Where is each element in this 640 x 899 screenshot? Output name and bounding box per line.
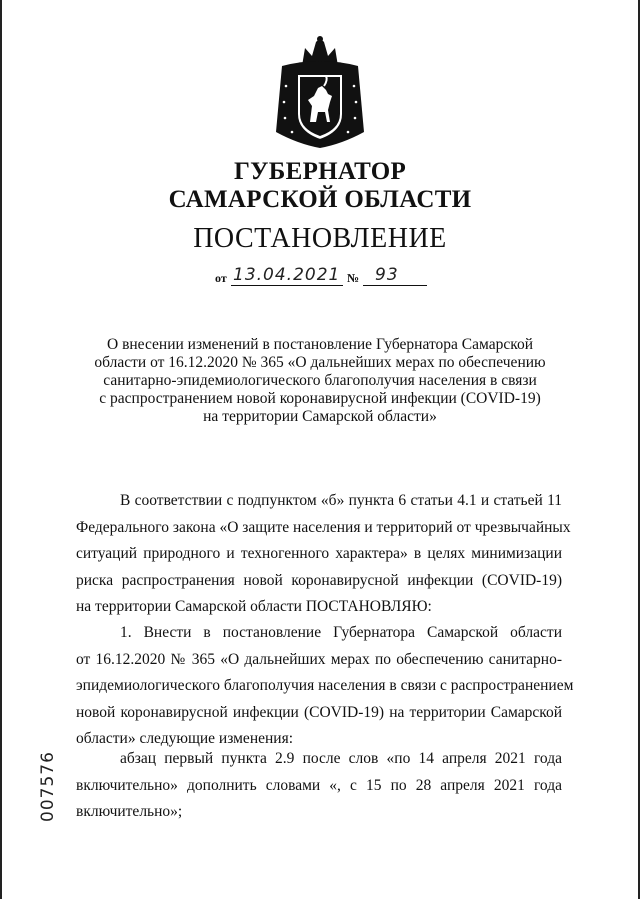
body-line: 1. Внести в постановление Губернатора Самарской области [120,624,562,641]
number-underline [363,285,427,286]
subject-line: О внесении изменений в постановление Губернатора Самарской [107,336,533,353]
body-line: от 16.12.2020 № 365 «О дальнейших мерах по обеспечению санитарно- [76,650,562,668]
subject-line: на территории Самарской области» [203,408,437,425]
number-value: 93 [375,265,399,285]
document-type: ПОСТАНОВЛЕНИЕ [193,223,447,254]
issuer-title-line2: САМАРСКОЙ ОБЛАСТИ [168,186,472,213]
body-line: Федерального закона «О защите населения и территорий от чрезвычайных [76,518,571,536]
body-item-1 [76,620,574,753]
subject-line: с распространением новой коронавирусной инфекции (COVID-19) [99,390,541,407]
serial-stamp: 007576 [38,751,58,822]
date-value: 13.04.2021 [233,265,341,285]
body-line: области» следующие изменения: [76,730,294,747]
body-line: новой коронавирусной инфекции (COVID-19) на территории Самарской [76,703,562,721]
body-line: В соответствии с подпунктом «б» пункта 6 статьи 4.1 и статьей 11 [120,492,562,509]
body-subitem-1 [76,746,562,826]
issuer-title-line1: ГУБЕРНАТОР [233,158,407,185]
document-subject [90,336,550,426]
body-line: включительно»; [76,803,183,820]
subject-line: области от 16.12.2020 № 365 «О дальнейших мерах по обеспечению [94,354,546,371]
subject-line: санитарно-эпидемиологического благополучия населения в связи [103,372,537,389]
body-line: ситуаций природного и техногенного характера» в целях минимизации [76,545,562,562]
date-label: от [215,271,227,285]
samara-coat-of-arms-icon [272,36,368,154]
scan-edge-left [0,0,2,899]
body-line: включительно» дополнить словами «, с 15 по 28 апреля 2021 года [76,776,562,794]
body-preamble [76,488,571,621]
number-label: № [347,271,360,285]
body-line: риска распространения новой коронавирусной инфекции (COVID-19) [76,571,562,589]
body-line: эпидемиологического благополучия населения в связи с распространением [76,677,574,694]
date-underline [231,285,343,286]
body-line: абзац первый пункта 2.9 после слов «по 14 апреля 2021 года [120,750,562,767]
body-line: на территории Самарской области ПОСТАНОВЛЯЮ: [76,598,432,615]
